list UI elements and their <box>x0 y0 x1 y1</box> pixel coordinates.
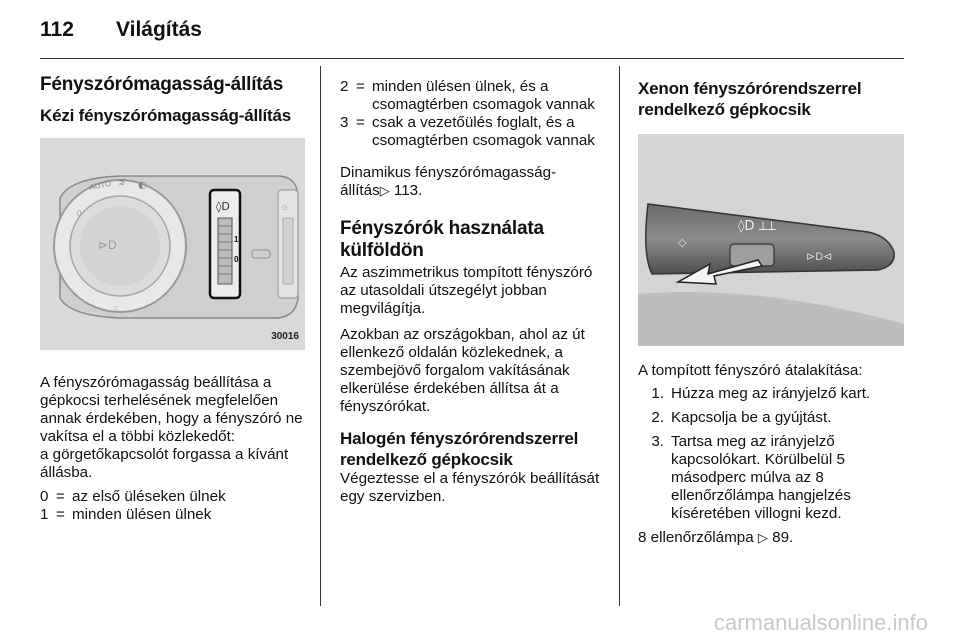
column-divider-1 <box>320 66 321 606</box>
panel-light-icon: ☼ <box>112 302 121 312</box>
headlight-leveling-icon: ◊D <box>216 200 230 213</box>
step-1: 1. Húzza meg az irányjelző kart. <box>651 385 871 402</box>
paragraph-left-hand-traffic: Azokban az országokban, ahol az út ellenkező oldalán közlekednek, a szembejövő forgalom vakításának elkerülése érdekében állítsa át a fényszórókat. <box>340 326 585 415</box>
page-number: 112 <box>40 18 74 41</box>
subtitle-halogen: Halogén fényszórórendszerrel rendelkező gépkocsik <box>340 429 579 469</box>
fog-light-icon: ⊳D <box>98 238 117 252</box>
dynamic-leveling-text: Dinamikus fényszórómagasság-állítás <box>340 164 557 199</box>
dynamic-leveling-ref: 113. <box>393 182 423 199</box>
step-3: 3. Tartsa meg az irányjelző kapcsolókart. Körülbelül 5 másodperc múlva az 8 ellenőrzőlámpa hangjelzés kíséretében villogni kezd. <box>651 433 851 522</box>
reference-arrow-icon: ▷ <box>379 183 390 198</box>
low-beam-icon: ◐ <box>138 180 147 191</box>
definition-3: 3 = csak a vezetőülés foglalt, és a csomagtérben csomagok vannak <box>340 114 595 149</box>
auto-label: AUTO <box>88 178 113 192</box>
paragraph-leveling-purpose: A fényszórómagasság beállítása a gépkocsi terhelésének megfelelően annak érdekében, hogy a fényszóró ne vakítsa el a többi közlekedőt: <box>40 374 303 445</box>
paragraph-lamp-reference <box>638 529 904 547</box>
wheel-position-one: 1 <box>234 235 239 244</box>
dimmer-thumbwheel <box>283 218 293 284</box>
paragraph-asymmetric-beam: Az aszimmetrikus tompított fényszóró az utasoldali útszegélyt jobban megvilágítja. <box>340 264 593 317</box>
header-rule <box>40 58 904 59</box>
column-3 <box>638 78 904 555</box>
definition-2: 2 = minden ülésen ülnek, és a csomagtérben csomagok vannak <box>340 78 595 113</box>
parking-light-icon: ⋨ <box>118 177 126 187</box>
lamp-reference-page: 89. <box>772 529 794 546</box>
definition-1: 1 = minden ülésen ülnek <box>40 506 212 523</box>
watermark: carmanualsonline.info <box>713 610 928 635</box>
paragraph-turn-wheel: a görgetőkapcsolót forgassa a kívánt állásba. <box>40 446 289 481</box>
paragraph-halogen-service: Végeztesse el a fényszórók beállítását egy szervizben. <box>340 470 600 505</box>
figure-light-switch-panel <box>40 138 305 350</box>
subtitle-manual-leveling: Kézi fényszórómagasság-állítás <box>40 106 291 125</box>
high-beam-icon: ◊D ⟂⟂ <box>738 219 776 234</box>
figure-code: 30016 <box>271 331 299 342</box>
reference-arrow-icon: ▷ <box>757 530 768 545</box>
column-2 <box>340 78 608 514</box>
step-2: 2. Kapcsolja be a gyújtást. <box>651 409 832 426</box>
subtitle-xenon: Xenon fényszórórendszerrel rendelkező gépkocsik <box>638 79 862 119</box>
column-1 <box>40 74 305 524</box>
paragraph-dynamic-leveling <box>340 164 608 200</box>
section-title-headlight-leveling: Fényszórómagasság-állítás <box>40 74 284 95</box>
wheel-position-zero: 0 <box>234 255 239 264</box>
chapter-title: Világítás <box>116 18 202 41</box>
dimmer-icon: ☼ <box>280 202 290 213</box>
light-switch-illustration <box>40 138 305 350</box>
lamp-reference-text: 8 ellenőrzőlámpa <box>638 529 754 546</box>
figure-turn-signal-lever <box>638 134 904 346</box>
auto-light-icon: ⊳D⊲ <box>806 251 833 263</box>
definition-0: 0 = az első üléseken ülnek <box>40 488 226 505</box>
off-position-icon: 0 <box>77 209 82 218</box>
paragraph-xenon-intro: A tompított fényszóró átalakítása: <box>638 362 863 379</box>
column-divider-2 <box>619 66 620 606</box>
turn-signal-lever-illustration <box>638 134 904 346</box>
lever-symbol-icon: ◇ <box>678 237 687 249</box>
page-header <box>40 18 202 42</box>
section-title-abroad: Fényszórók használata külföldön <box>340 218 544 261</box>
